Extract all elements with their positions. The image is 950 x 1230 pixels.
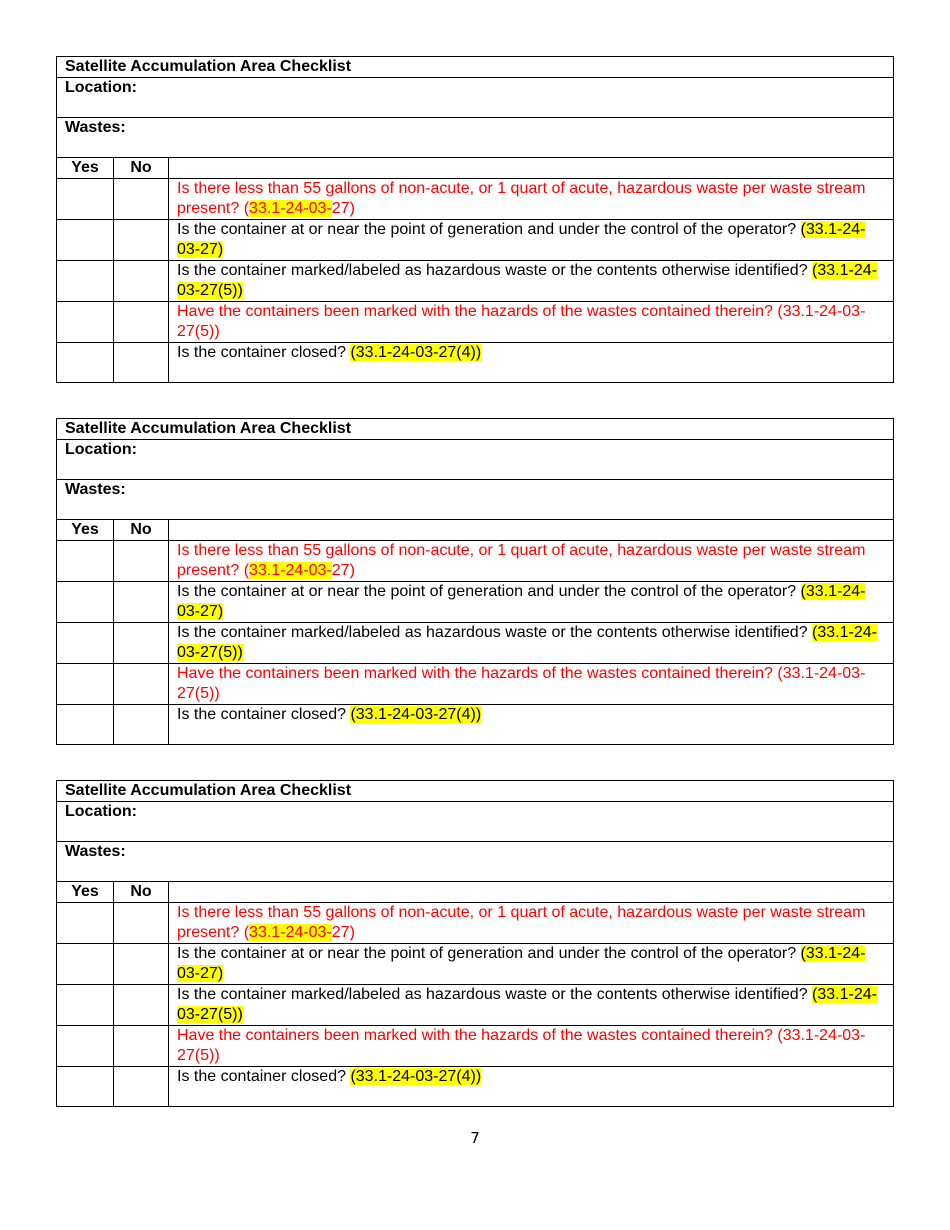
no-cell[interactable] — [114, 220, 169, 261]
no-cell[interactable] — [114, 179, 169, 220]
wastes-field[interactable]: Wastes: — [57, 842, 894, 882]
question-labeled: Is the container marked/labeled as hazardous waste or the contents otherwise identified? (33.1-24-03-27(5)) — [169, 623, 894, 664]
location-field[interactable]: Location: — [57, 802, 894, 842]
yes-header: Yes — [57, 520, 114, 541]
question-hazards-marked: Have the containers been marked with the hazards of the wastes contained therein? (33.1-24-03-27(5)) — [169, 302, 894, 343]
question-header — [169, 158, 894, 179]
no-cell[interactable] — [114, 541, 169, 582]
yes-cell[interactable] — [57, 179, 114, 220]
question-point-of-generation: Is the container at or near the point of generation and under the control of the operator? (33.1-24-03-27) — [169, 944, 894, 985]
location-field[interactable]: Location: — [57, 78, 894, 118]
no-cell[interactable] — [114, 944, 169, 985]
no-cell[interactable] — [114, 302, 169, 343]
question-closed: Is the container closed? (33.1-24-03-27(4)) — [169, 705, 894, 745]
question-point-of-generation: Is the container at or near the point of generation and under the control of the operator? (33.1-24-03-27) — [169, 220, 894, 261]
yes-cell[interactable] — [57, 1067, 114, 1107]
yes-cell[interactable] — [57, 1026, 114, 1067]
no-cell[interactable] — [114, 705, 169, 745]
yes-header: Yes — [57, 882, 114, 903]
question-hazards-marked: Have the containers been marked with the hazards of the wastes contained therein? (33.1-24-03-27(5)) — [169, 1026, 894, 1067]
wastes-field[interactable]: Wastes: — [57, 118, 894, 158]
no-cell[interactable] — [114, 623, 169, 664]
checklist-table-2 — [56, 418, 894, 745]
no-cell[interactable] — [114, 1067, 169, 1107]
checklist-table-3 — [56, 780, 894, 1107]
yes-cell[interactable] — [57, 944, 114, 985]
no-header: No — [114, 882, 169, 903]
question-quantity: Is there less than 55 gallons of non-acute, or 1 quart of acute, hazardous waste per waste stream present? (33.1-24-03-27) — [169, 903, 894, 944]
yes-cell[interactable] — [57, 302, 114, 343]
no-cell[interactable] — [114, 582, 169, 623]
yes-cell[interactable] — [57, 582, 114, 623]
question-point-of-generation: Is the container at or near the point of generation and under the control of the operator? (33.1-24-03-27) — [169, 582, 894, 623]
no-cell[interactable] — [114, 664, 169, 705]
no-header: No — [114, 158, 169, 179]
yes-cell[interactable] — [57, 220, 114, 261]
yes-cell[interactable] — [57, 985, 114, 1026]
question-closed: Is the container closed? (33.1-24-03-27(4)) — [169, 343, 894, 383]
yes-cell[interactable] — [57, 541, 114, 582]
question-hazards-marked: Have the containers been marked with the hazards of the wastes contained therein? (33.1-24-03-27(5)) — [169, 664, 894, 705]
question-quantity: Is there less than 55 gallons of non-acute, or 1 quart of acute, hazardous waste per waste stream present? (33.1-24-03-27) — [169, 541, 894, 582]
question-closed: Is the container closed? (33.1-24-03-27(4)) — [169, 1067, 894, 1107]
question-header — [169, 882, 894, 903]
no-cell[interactable] — [114, 261, 169, 302]
yes-cell[interactable] — [57, 261, 114, 302]
question-quantity: Is there less than 55 gallons of non-acute, or 1 quart of acute, hazardous waste per waste stream present? (33.1-24-03-27) — [169, 179, 894, 220]
yes-cell[interactable] — [57, 623, 114, 664]
no-cell[interactable] — [114, 343, 169, 383]
question-labeled: Is the container marked/labeled as hazardous waste or the contents otherwise identified? (33.1-24-03-27(5)) — [169, 261, 894, 302]
question-header — [169, 520, 894, 541]
no-cell[interactable] — [114, 1026, 169, 1067]
wastes-field[interactable]: Wastes: — [57, 480, 894, 520]
no-cell[interactable] — [114, 903, 169, 944]
location-field[interactable]: Location: — [57, 440, 894, 480]
no-header: No — [114, 520, 169, 541]
yes-cell[interactable] — [57, 705, 114, 745]
checklist-title: Satellite Accumulation Area Checklist — [57, 419, 894, 440]
yes-cell[interactable] — [57, 903, 114, 944]
yes-cell[interactable] — [57, 343, 114, 383]
yes-header: Yes — [57, 158, 114, 179]
question-labeled: Is the container marked/labeled as hazardous waste or the contents otherwise identified? (33.1-24-03-27(5)) — [169, 985, 894, 1026]
page-number: 7 — [470, 1129, 480, 1147]
checklist-title: Satellite Accumulation Area Checklist — [57, 781, 894, 802]
no-cell[interactable] — [114, 985, 169, 1026]
checklist-table-1 — [56, 56, 894, 383]
checklist-title: Satellite Accumulation Area Checklist — [57, 57, 894, 78]
yes-cell[interactable] — [57, 664, 114, 705]
